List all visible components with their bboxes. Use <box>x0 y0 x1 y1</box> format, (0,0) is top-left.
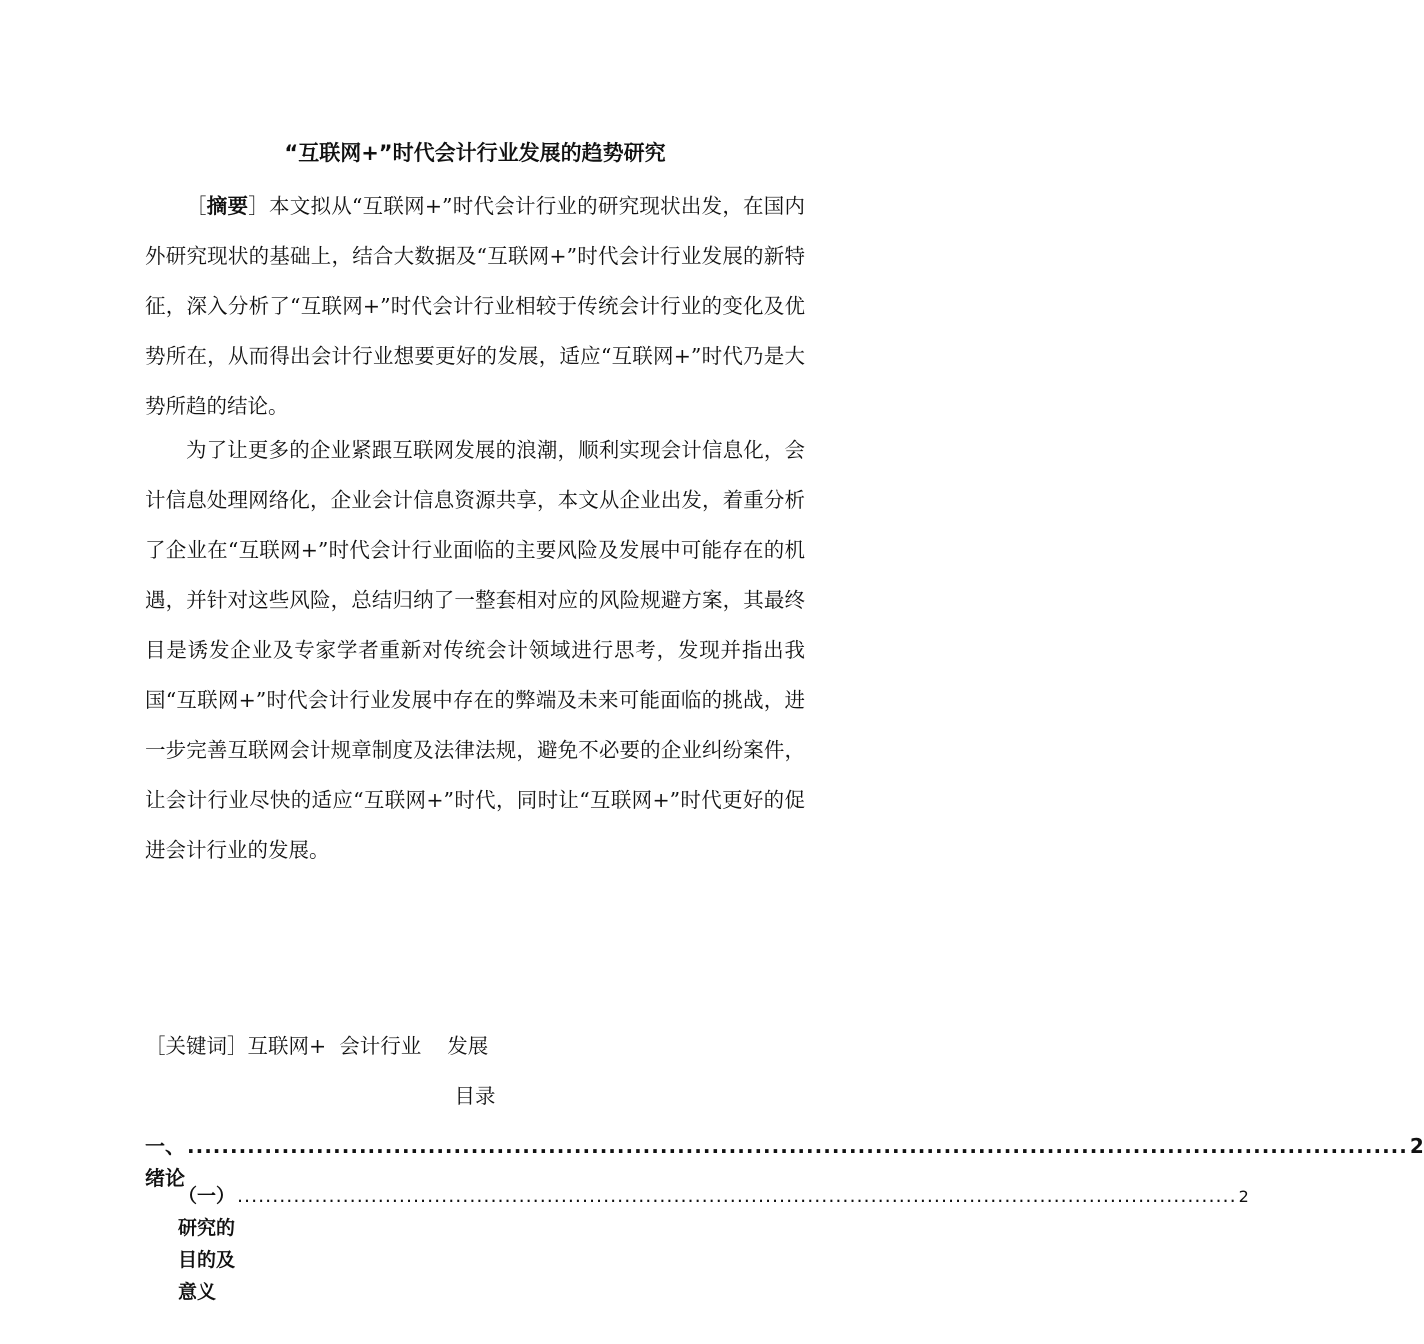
toc-page-number: 2 <box>1409 1134 1424 1158</box>
abstract-paragraph <box>145 181 805 431</box>
abstract-bracket-open: ［ <box>186 194 207 218</box>
body-paragraph: 为了让更多的企业紧跟互联网发展的浪潮，顺利实现会计信息化，会计信息处理网络化，企业会计信息资源共享，本文从企业出发，着重分析了企业在“互联网+”时代会计行业面临的主要风险及发展中可能存在的机遇，并针对这些风险，总结归纳了一整套相对应的风险规避方案，其最终目是诱发企业及专家学者重新对传统会计领域进行思考，发现并指出我国“互联网+”时代会计行业发展中存在的弊端及未来可能面临的挑战，进一步完善互联网会计规章制度及法律法规，避免不必要的企业纠纷案件，让会计行业尽快的适应“互联网+”时代，同时让“互联网+”时代更好的促进会计行业的发展。 <box>145 438 805 862</box>
toc-entry-label: （一）研究的目的及意义 <box>178 1185 236 1303</box>
toc-entry-label: 一、绪论 <box>145 1134 185 1190</box>
abstract-text: 本文拟从“互联网+”时代会计行业的研究现状出发，在国内外研究现状的基础上，结合大数据及“互联网+”时代会计行业发展的新特征，深入分析了“互联网+”时代会计行业相较于传统会计行业的变化及优势所在，从而得出会计行业想要更好的发展，适应“互联网+”时代乃是大势所趋的结论。 <box>145 194 806 418</box>
abstract-label: 摘要 <box>206 194 249 218</box>
toc-leader-dots: .............................................................................................................................................. <box>187 1134 1408 1158</box>
keywords-line: ［关键词］互联网+ 会计行业 发展 <box>145 1034 489 1058</box>
document-title: “互联网+”时代会计行业发展的趋势研究 <box>284 141 666 165</box>
toc-entry-level2[interactable] <box>178 1180 1249 1308</box>
toc-title: 目录 <box>454 1084 496 1108</box>
toc-leader-dots: .............................................................................................................................................. <box>237 1185 1237 1207</box>
abstract-bracket-close: ］ <box>248 194 269 218</box>
toc-page-number: 2 <box>1238 1187 1249 1206</box>
